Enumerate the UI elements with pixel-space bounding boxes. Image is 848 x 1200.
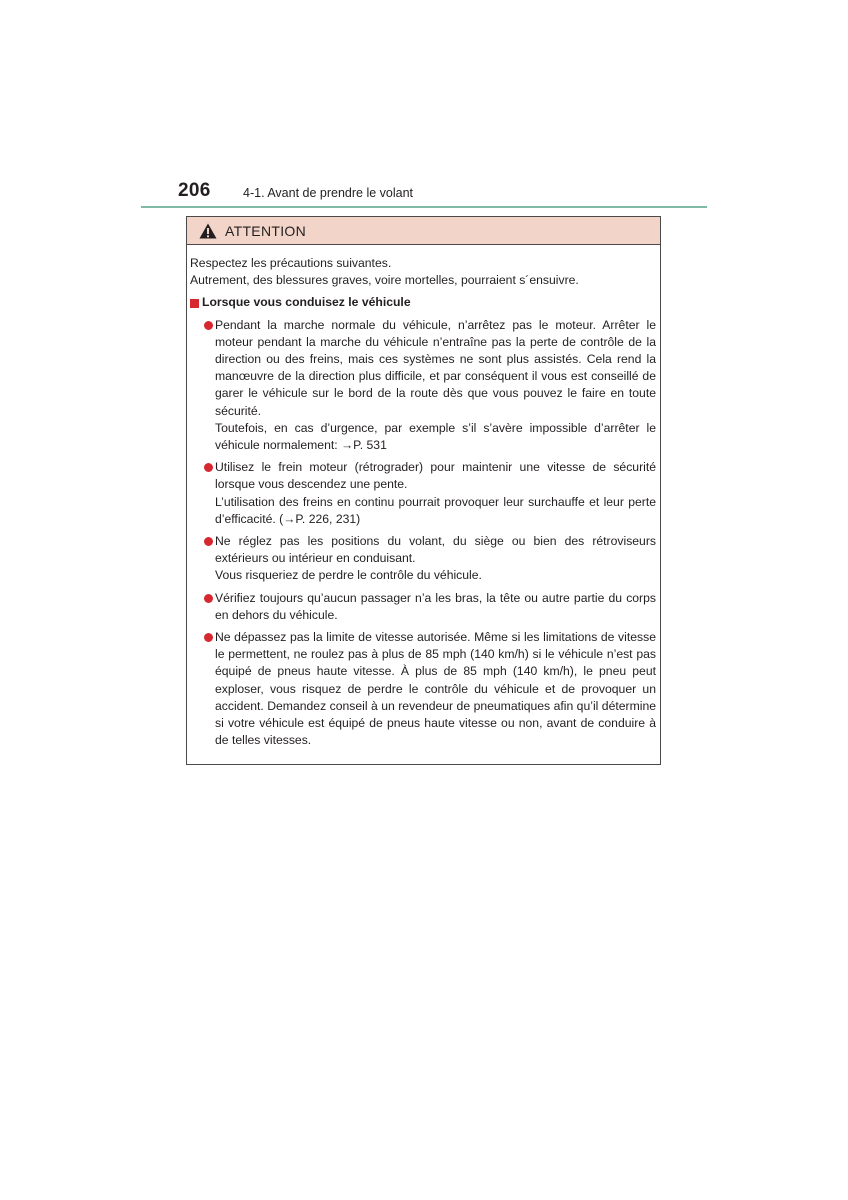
item-paragraph: Ne dépassez pas la limite de vitesse autorisée. Même si les limitations de vitesse le permettent, ne roulez pas à plus de 85 mph (140 km/h) si le véhicule n’est pas équipé de pneus haute vitesse. À plus de 85 mph (140 km/h), le pneu peut exploser, vous risquez de perdre le contrôle du véhicule et de provoquer un accident. Demandez conseil à un revendeur de pneumatiques afin qu’il détermine si votre véhicule est équipé de pneus haute vitesse ou non, avant de conduire à de telles vitesses. [215,630,656,748]
subheading [190,294,656,311]
warning-box [186,216,661,765]
warning-title: ATTENTION [225,222,306,239]
precaution-list [190,317,656,750]
list-item [190,459,656,528]
item-paragraph: L’utilisation des freins en continu pourrait provoquer leur surchauffe et leur perte d’efficacité. (→P. 226, 231) [215,494,656,526]
header-divider [141,206,707,208]
circle-bullet-icon [204,537,213,546]
intro-line: Autrement, des blessures graves, voire mortelles, pourraient s´ensuivre. [190,273,579,288]
item-paragraph: Vérifiez toujours qu’aucun passager n’a les bras, la tête ou autre partie du corps en dehors du véhicule. [215,590,656,622]
square-bullet-icon [190,299,199,308]
item-paragraph: Ne réglez pas les positions du volant, du siège ou bien des rétroviseurs extérieurs ou intérieur en conduisant. [215,534,656,566]
warning-intro [190,255,656,289]
warning-triangle-icon [199,223,217,239]
warning-body [187,245,660,749]
item-paragraph: Vous risqueriez de perdre le contrôle du véhicule. [215,568,482,583]
section-title: 4-1. Avant de prendre le volant [243,186,414,200]
item-paragraph: Toutefois, en cas d’urgence, par exemple s’il s’avère impossible d’arrêter le véhicule normalement: →P. 531 [215,420,656,453]
circle-bullet-icon [204,463,213,472]
item-paragraph: Pendant la marche normale du véhicule, n’arrêtez pas le moteur. Arrêter le moteur pendant la marche du véhicule n’entraîne pas la perte de contrôle de la direction ou des freins, mais ces systèmes ne sont plus assistés. Cela rend la manœuvre de la direction plus difficile, et par conséquent il vous est conseillé de garer le véhicule sur le bord de la route dès que vous pouvez le faire en toute sécurité. [215,317,656,418]
circle-bullet-icon [204,633,213,642]
list-item [190,317,656,455]
list-item [190,590,656,624]
circle-bullet-icon [204,594,213,603]
warning-header [187,217,660,245]
circle-bullet-icon [204,321,213,330]
intro-line: Respectez les précautions suivantes. [190,256,392,270]
subheading-text: Lorsque vous conduisez le véhicule [202,295,411,310]
list-item [190,533,656,585]
list-item [190,629,656,749]
item-paragraph: Utilisez le frein moteur (rétrograder) pour maintenir une vitesse de sécurité lorsque vous descendez une pente. [215,460,656,492]
page-number: 206 [178,180,211,201]
